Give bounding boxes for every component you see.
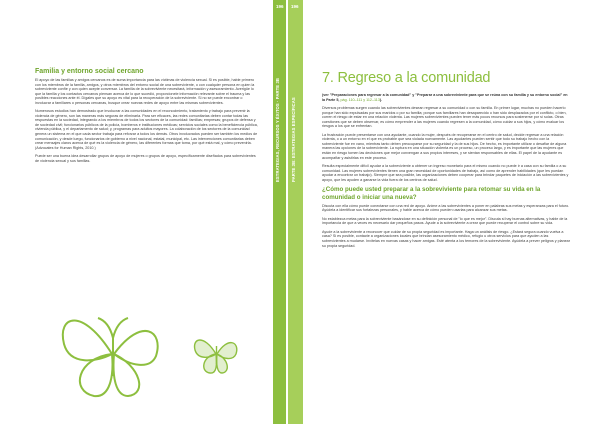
paragraph: Discuta con ella cómo puede conectarse con una red de apoyo. Anime a las sobrevivientes a poner en palabras sus metas y esperanzas para el futuro. Ayúdela a identificar sus fortalezas personales, y hable acerca de cómo pueden usarlas para alcanzar sus metas. <box>322 203 570 213</box>
left-page-content <box>35 68 259 167</box>
paragraph: Diversos problemas surgen cuando las sobrevivientes desean regresar a su comunidad o con su familia. En primer lugar, muchas no pueden hacerlo porque han sido expulsadas por sus maridos o por su familia; porque sus familiares han desaparecido o han sido desplazados por el conflicto, o bien, corren el riesgo de estar en una relación violenta. Las mujeres sobrevivientes pueden tener más pocos recursos para sostenerse por sí solas. Otras cuestiones que se deben observar, es cómo emprender a las mujeres cuando regresen a la comunidad, cómo cuidar a sus hijos, y cómo evaluar los riesgos a los que se enfrentan. <box>322 106 567 129</box>
paragraph: Numerosos estudios han demostrado que involucrar a las comunidades en el reconocimiento, tratamiento y trabajo para prevenir la violencia de género, son las maneras más seguras de eliminarla. Para ser eficaces, las redes comunitarias deben contar todas las respuestas en la sociedad, integrando a los miembros de todos los sectores de la comunidad: familias; empresas; grupos de defensa y de sociedad civil; funcionarios públicos de la policía, bomberos e instituciones médicas; servicios sociales como la beneficiencia pública, vivienda pública, y el departamento de salud; y, programas para adultos mayores. La colaboración de los sectores de la comunidad genera un sistema en el que cada sector trabaja para reforzar a todos los demás. Otros involucrados pueden ser también los medios de comunicación, y desde luego, funcionarios de gobierno a nivel nacional, estatal, municipal, etc. Las intervenciones comunitarias deben crear mensajes claros acerca de qué es la violencia de género, las diferentes formas que toma, por qué está mal, y cómo prevenirla. (Advocates for Human Rights, 2010.) <box>35 109 258 150</box>
paragraph: No establezca metas para la sobreviviente basándose en su definición personal de "lo que es mejor". Discuta si hay buenas alternativas, y hable de la importancia de que a veces es necesario dar pequeños pasos. Ayude a la sobreviviente a crear que puede recuperar el control sobre su vida. <box>322 216 568 226</box>
paragraph: El apoyo de las familias y amigos cercanos es de suma importancia para las víctimas de violencia sexual. Si es posible, hable primero con los miembros de la familia, amigos, y otros miembros del entorno social de una sobreviviente, o con cualquier persona en quien la sobreviviente confíe y con quien acepte conversar. La familia de la sobreviviente necesitará, información y asesoramiento. Averigüe lo que la familia y los contactos cercanos piensan acerca de lo que sucedió, proporcionele información relevante sobre el trauma y las posibles reacciones ante él. Dígales que su apoyo es vital para la recuperación de la sobreviviente. Si no se puede encontrar o involucrar a familiares o personas cercanas, busque crear nuevas redes de apoyo entre las mismas sobrevivientes. <box>35 78 255 105</box>
right-page-content <box>322 70 570 252</box>
cross-reference-link[interactable]: pág. 110–111 y 112–113 <box>340 97 380 102</box>
spine-label-left: ESTRATEGIAS, RECURSOS Y ÉXITOS · PARTE 3B <box>275 78 280 182</box>
page-number-left: 196 <box>276 4 284 9</box>
butterfly-large-illustration <box>52 296 172 411</box>
cross-reference-end: ). <box>379 97 383 102</box>
cross-reference <box>322 93 570 102</box>
paragraph: Resulta especialmente difícil ayudar a la sobreviviente a obtener un ingreso monetario para el mismo cuando no puede ir a casa con su familia o a su comunidad. Las mujeres sobrevivientes tienen una gran necesidad de oportunidades de trabajo, así como de aprender habilidades (que les puedan ayudar a encontrar un trabajo). Siempre que sea posible, las organizaciones deben cooperar para brindar paquetes de iniciación a las sobrevivientes y apoyo, que les ayuden a ganarse la vida fuera de los centros de salud. <box>322 164 569 182</box>
chapter-title: 7. Regreso a la comunidad <box>322 70 491 86</box>
cross-reference-text: (ver "Preparaciones para regresar a la comunidad" y "Preparar a una sobreviviente para que se reúna con su familia y su entorno social" en la Parte 5, <box>322 93 568 102</box>
butterfly-small-illustration <box>190 330 242 380</box>
paragraph: Ayude a la sobreviviente a reconocer que cuidar de su propia seguridad es importante. Haga un análisis de riesgo. ¿Estará segura cuando vuelva a casa? Si es posible, contacte a organizaciones locales que brindan asesoramiento médico, refugio u otros servicios para que ayuden a las sobrevivientes a mudarse. Invítelas en nuevas casas y hacer amigas. Esté atenta a los temores de la sobreviviente. Ayúdela a prever peligros y planear su propia seguridad. <box>322 229 570 248</box>
subheading: ¿Cómo puede usted preparar a la sobreviviente para retomar su vida en la comunidad o iniciar una nueva? <box>322 186 541 201</box>
paragraph: Puede ser una buena idea desarrollar grupos de apoyo de mujeres o grupos de apoyo, específicamente diseñados para sobrevivientes de violencia sexual y sus familias. <box>35 154 256 163</box>
paragraph: La frustración puede presentarse con una ayudante, cuando la mujer, después de recuperarse en el centro de salud, decide regresar a una relación violenta, o a un entorno en el que es probable que sea violada nuevamente. Las ayudantes pueden sentir que todo su trabajo hecho con la sobreviviente fue en vano, mientras tanto deben preocuparse por su seguridad y la de sus hijos. De hecho, es importante utilizar o desafiar de alguna manera las opciones de la sobreviviente. La ruptura en una situación violenta es un proceso, un proceso largo, y es importante que las mujeres que están en riesgo tomen las decisiones que mejor convengan a sus propios intereses, y se sientan responsables de ellas. El papel de la ayudante es acompañar y asistirlas en este proceso. <box>322 132 567 160</box>
section-title: Familia y entorno social cercano <box>35 68 144 75</box>
page-number-right: 196 <box>291 4 299 9</box>
spine-label-right: PARTE 3B: ESTRATEGIAS ESPECÍFICAS <box>291 97 296 182</box>
